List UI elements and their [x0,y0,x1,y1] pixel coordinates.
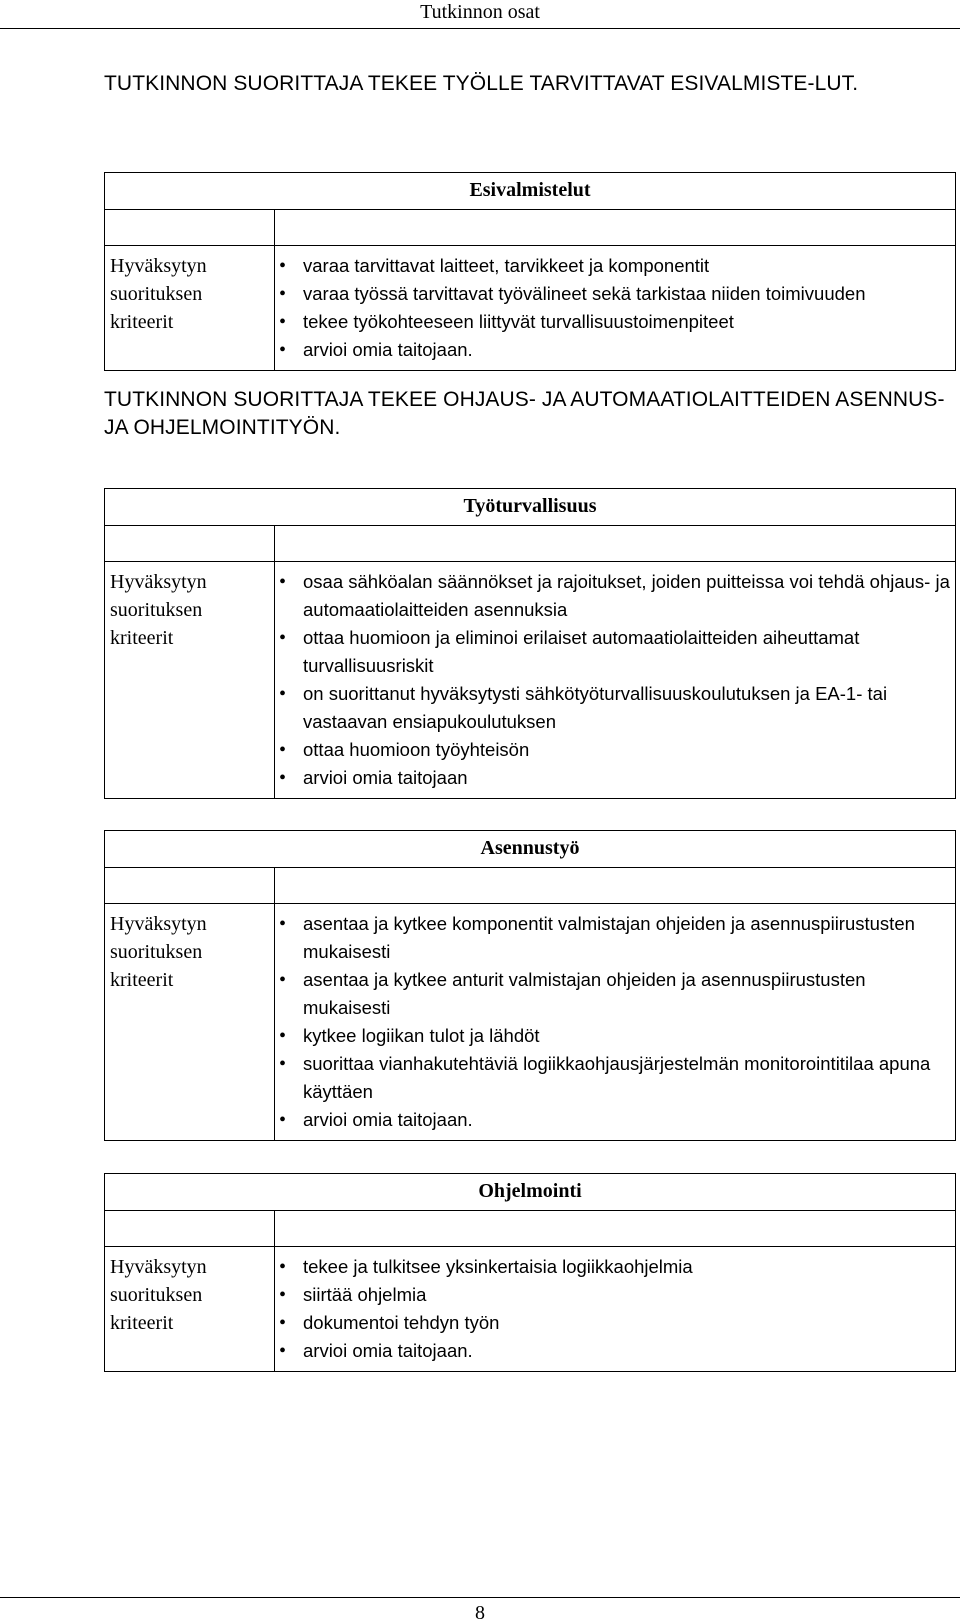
criteria-list [275,246,955,370]
bullet-icon: • [279,1025,287,1047]
spacer-row [105,868,955,904]
bullet-icon: • [279,571,287,593]
table-ohjelmointi [104,1173,956,1372]
bullet-icon: • [279,255,287,277]
criteria-list [275,562,955,798]
table-title: Asennustyö [105,831,955,868]
list-item-text: asentaa ja kytkee anturit valmistajan ohjeiden ja asennuspiirustusten mukaisesti [303,969,866,1018]
bullet-icon: • [279,1340,287,1362]
list-item [275,736,951,764]
table-asennustyo [104,830,956,1141]
footer-rule [0,1597,960,1598]
bullet-icon: • [279,739,287,761]
bullet-icon: • [279,1284,287,1306]
list-item [275,764,951,792]
list-item-text: arvioi omia taitojaan. [303,1109,473,1130]
list-item [275,1281,951,1309]
bullet-icon: • [279,1256,287,1278]
list-item-text: arvioi omia taitojaan. [303,339,473,360]
list-item [275,1309,951,1337]
criteria-label: Hyväksytyn suorituksen kriteerit [105,904,275,1140]
table-title: Esivalmistelut [105,173,955,210]
list-item-text: varaa tarvittavat laitteet, tarvikkeet ja komponentit [303,255,710,276]
bullet-icon: • [279,311,287,333]
spacer-row [105,526,955,562]
table-title: Ohjelmointi [105,1174,955,1211]
criteria-label: Hyväksytyn suorituksen kriteerit [105,562,275,798]
list-item-text: asentaa ja kytkee komponentit valmistajan ohjeiden ja asennuspiirustusten mukaisesti [303,913,915,962]
list-item [275,1050,951,1106]
list-item-text: suorittaa vianhakutehtäviä logiikkaohjausjärjestelmän monitorointitilaa apuna käyttäen [303,1053,931,1102]
criteria-row [105,1247,955,1371]
header-rule [0,28,960,29]
criteria-list [275,904,955,1140]
list-item-text: ottaa huomioon ja eliminoi erilaiset automaatiolaitteiden aiheuttamat turvallisuusriskit [303,627,860,676]
table-title: Työturvallisuus [105,489,955,526]
list-item [275,280,951,308]
spacer-row [105,1211,955,1247]
list-item-text: ottaa huomioon työyhteisön [303,739,530,760]
spacer-row [105,210,955,246]
list-item [275,624,951,680]
criteria-list [275,1247,955,1371]
list-item [275,252,951,280]
list-item [275,1022,951,1050]
list-item [275,568,951,624]
list-item [275,1106,951,1134]
list-item-text: varaa työssä tarvittavat työvälineet sekä tarkistaa niiden toimivuuden [303,283,866,304]
bullet-icon: • [279,683,287,705]
table-esivalmistelut [104,172,956,371]
section-heading-installation: TUTKINNON SUORITTAJA TEKEE OHJAUS- JA AUTOMAATIOLAITTEIDEN ASENNUS- JA OHJELMOINTITYÖN. [104,388,945,439]
list-item [275,1253,951,1281]
list-item [275,1337,951,1365]
bullet-icon: • [279,339,287,361]
criteria-row [105,246,955,370]
bullet-icon: • [279,627,287,649]
section-heading-preparations: TUTKINNON SUORITTAJA TEKEE TYÖLLE TARVITTAVAT ESIVALMISTE-LUT. [104,72,859,95]
list-item-text: kytkee logiikan tulot ja lähdöt [303,1025,540,1046]
bullet-icon: • [279,767,287,789]
bullet-icon: • [279,913,287,935]
table-tyoturvallisuus [104,488,956,799]
list-item-text: arvioi omia taitojaan. [303,1340,473,1361]
list-item [275,910,951,966]
list-item-text: tekee työkohteeseen liittyvät turvallisuustoimenpiteet [303,311,734,332]
list-item-text: dokumentoi tehdyn työn [303,1312,500,1333]
list-item-text: arvioi omia taitojaan [303,767,468,788]
bullet-icon: • [279,1053,287,1075]
criteria-row [105,562,955,798]
list-item [275,336,951,364]
bullet-icon: • [279,1109,287,1131]
bullet-icon: • [279,969,287,991]
list-item [275,308,951,336]
page-number: 8 [475,1602,485,1624]
criteria-label: Hyväksytyn suorituksen kriteerit [105,1247,275,1371]
bullet-icon: • [279,283,287,305]
list-item-text: tekee ja tulkitsee yksinkertaisia logiikkaohjelmia [303,1256,693,1277]
list-item-text: siirtää ohjelmia [303,1284,427,1305]
list-item-text: osaa sähköalan säännökset ja rajoitukset, joiden puitteissa voi tehdä ohjaus- ja automaatiolaitteiden asennuksia [303,571,950,620]
list-item-text: on suorittanut hyväksytysti sähkötyöturvallisuuskoulutuksen ja EA-1- tai vastaavan ensiapukoulutuksen [303,683,888,732]
running-header: Tutkinnon osat [420,1,540,23]
criteria-row [105,904,955,1140]
list-item [275,680,951,736]
bullet-icon: • [279,1312,287,1334]
list-item [275,966,951,1022]
criteria-label: Hyväksytyn suorituksen kriteerit [105,246,275,370]
